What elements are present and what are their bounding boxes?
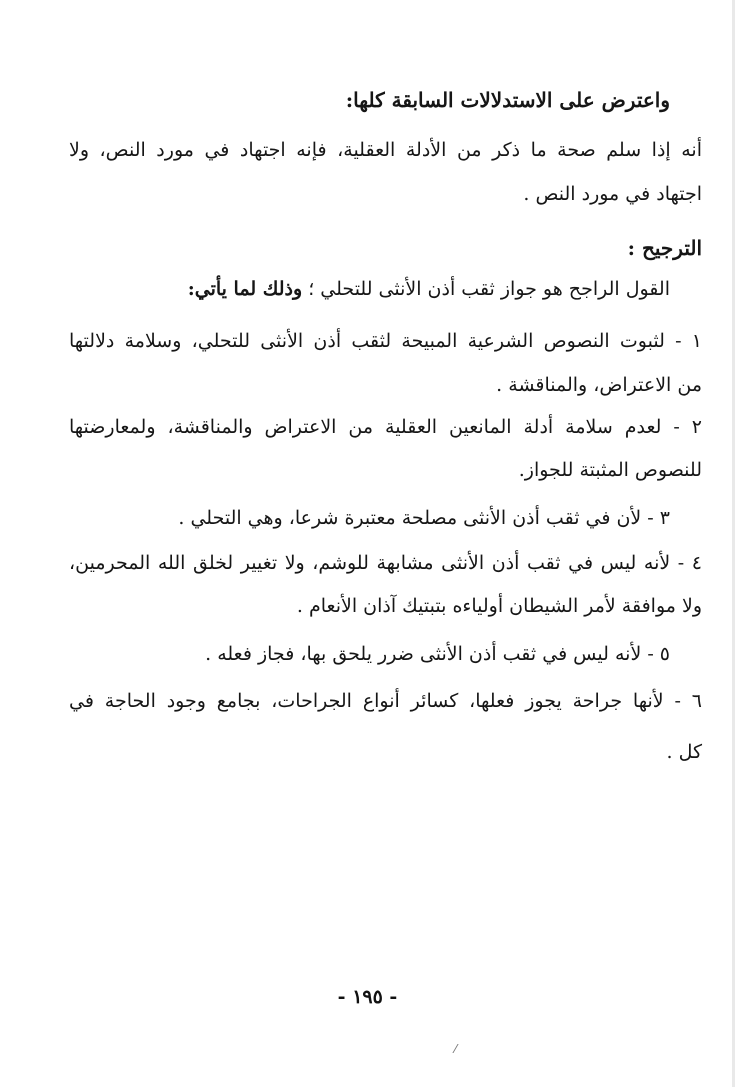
tarjih-heading: الترجيح :: [627, 236, 702, 260]
tarjih-intro-text: القول الراجح هو جواز ثقب أذن الأنثى للتحلي ؛: [308, 278, 670, 300]
reason-4-line-2: ولا موافقة لأمر الشيطان أولياءه بتبتيك آذان الأنعام .: [296, 595, 702, 617]
reason-6-line-2: كل .: [666, 741, 702, 763]
reason-3-line-1: ٣ - لأن في ثقب أذن الأنثى مصلحة معتبرة شرعا، وهي التحلي .: [178, 507, 670, 529]
reason-2-line-1: ٢ - لعدم سلامة أدلة المانعين العقلية من الاعتراض والمناقشة، ولمعارضتها: [69, 416, 702, 438]
objection-line-1: أنه إذا سلم صحة ما ذكر من الأدلة العقلية، فإنه اجتهاد في مورد النص، ولا: [69, 139, 702, 161]
reason-4-line-1: ٤ - لأنه ليس في ثقب أذن الأنثى مشابهة للوشم، ولا تغيير لخلق الله المحرمين،: [69, 552, 702, 574]
tarjih-intro: [188, 275, 670, 303]
reason-6-line-1: ٦ - لأنها جراحة يجوز فعلها، كسائر أنواع الجراحات، بجامع وجود الحاجة في: [69, 690, 702, 712]
objection-line-2: اجتهاد في مورد النص .: [523, 183, 702, 205]
page-number: - ١٩٥ -: [337, 986, 398, 1008]
tarjih-intro-bold: وذلك لما يأتي:: [187, 278, 303, 300]
reason-1-line-1: ١ - لثبوت النصوص الشرعية المبيحة لثقب أذن الأنثى للتحلي، وسلامة دلالتها: [69, 330, 702, 352]
reason-5-line-1: ٥ - لأنه ليس في ثقب أذن الأنثى ضرر يلحق بها، فجاز فعله .: [205, 643, 670, 665]
reason-2-line-2: للنصوص المثبتة للجواز.: [518, 459, 702, 481]
reason-1-line-2: من الاعتراض، والمناقشة .: [496, 374, 702, 396]
scan-mark: [452, 1044, 464, 1053]
objection-heading: واعترض على الاستدلالات السابقة كلها:: [345, 88, 670, 112]
